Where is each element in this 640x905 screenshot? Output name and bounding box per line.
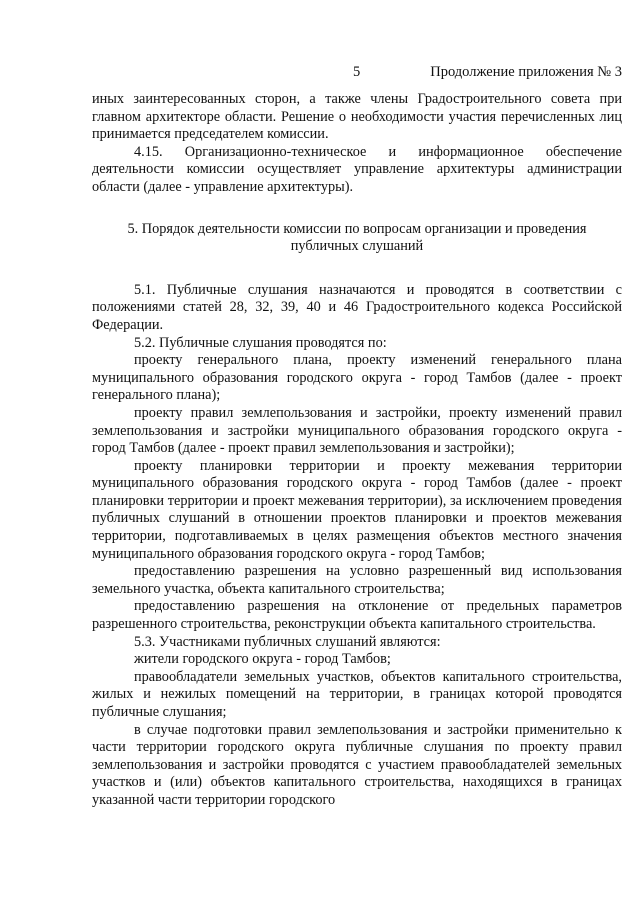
list-item-deviation-permit: предоставлению разрешения на отклонение от предельных параметров разрешенного строительства, реконструкции объекта капитального строительства. [92,598,622,633]
list-item-zoning-rules: проекту правил землепользования и застройки, проекту изменений правил землепользования и застройки муниципального образования городского округа - город Тамбов (далее - проект правил землепользования и застройки); [92,404,622,457]
list-item-conditional-use: предоставлению разрешения на условно разрешенный вид использования земельного участка, объекта капитального строительства; [92,563,622,597]
paragraph-continuation: иных заинтересованных сторон, а также члены Градостроительного совета при главном архитекторе области. Решение о необходимости участия перечисленных лиц принимается председателем комиссии. [92,91,622,143]
list-item-territory-planning: проекту планировки территории и проекту межевания территории муниципального образования городского округа - город Тамбов (далее - проект планировки территории и проект межевания территории), за исключением проведения публичных слушаний в отношении проектов планировки и проектов межевания территории, подготавливаемых в целях размещения объектов местного значения муниципального образования городского округа - город Тамбов; [92,457,622,562]
list-item-residents: жители городского округа - город Тамбов; [134,651,391,668]
paragraph-5-2: 5.2. Публичные слушания проводятся по: [134,334,387,351]
paragraph-4-15: 4.15. Организационно-техническое и информационное обеспечение деятельности комиссии осуществляет управление архитектуры администрации области (далее - управление архитектуры). [92,143,622,195]
appendix-continuation-note: Продолжение приложения № 3 [430,64,622,80]
paragraph-5-1: 5.1. Публичные слушания назначаются и проводятся в соответствии с положениями статей 28, 32, 39, 40 и 46 Градостроительного кодекса Российской Федерации. [92,281,622,333]
document-body [92,91,622,810]
paragraph-5-3: 5.3. Участниками публичных слушаний являются: [134,633,441,650]
page-number: 5 [353,64,361,80]
list-item-general-plan: проекту генерального плана, проекту изменений генерального плана муниципального образования городского округа - город Тамбов (далее - проект генерального плана); [92,352,622,404]
section-title: 5. Порядок деятельности комиссии по вопросам организации и проведения публичных слушаний [127,220,587,255]
list-item-partial-territory: в случае подготовки правил землепользования и застройки применительно к части территории городского округа публичные слушания по проекту правил землепользования и застройки проводятся с участием правообладателей земельных участков и (или) объектов капитального строительства, находящихся в границах указанной части территории городского [92,721,622,808]
page-header [0,64,640,84]
list-item-rights-holders: правообладатели земельных участков, объектов капитального строительства, жилых и нежилых помещений на территории, в границах которой проводятся публичные слушания; [92,668,622,720]
